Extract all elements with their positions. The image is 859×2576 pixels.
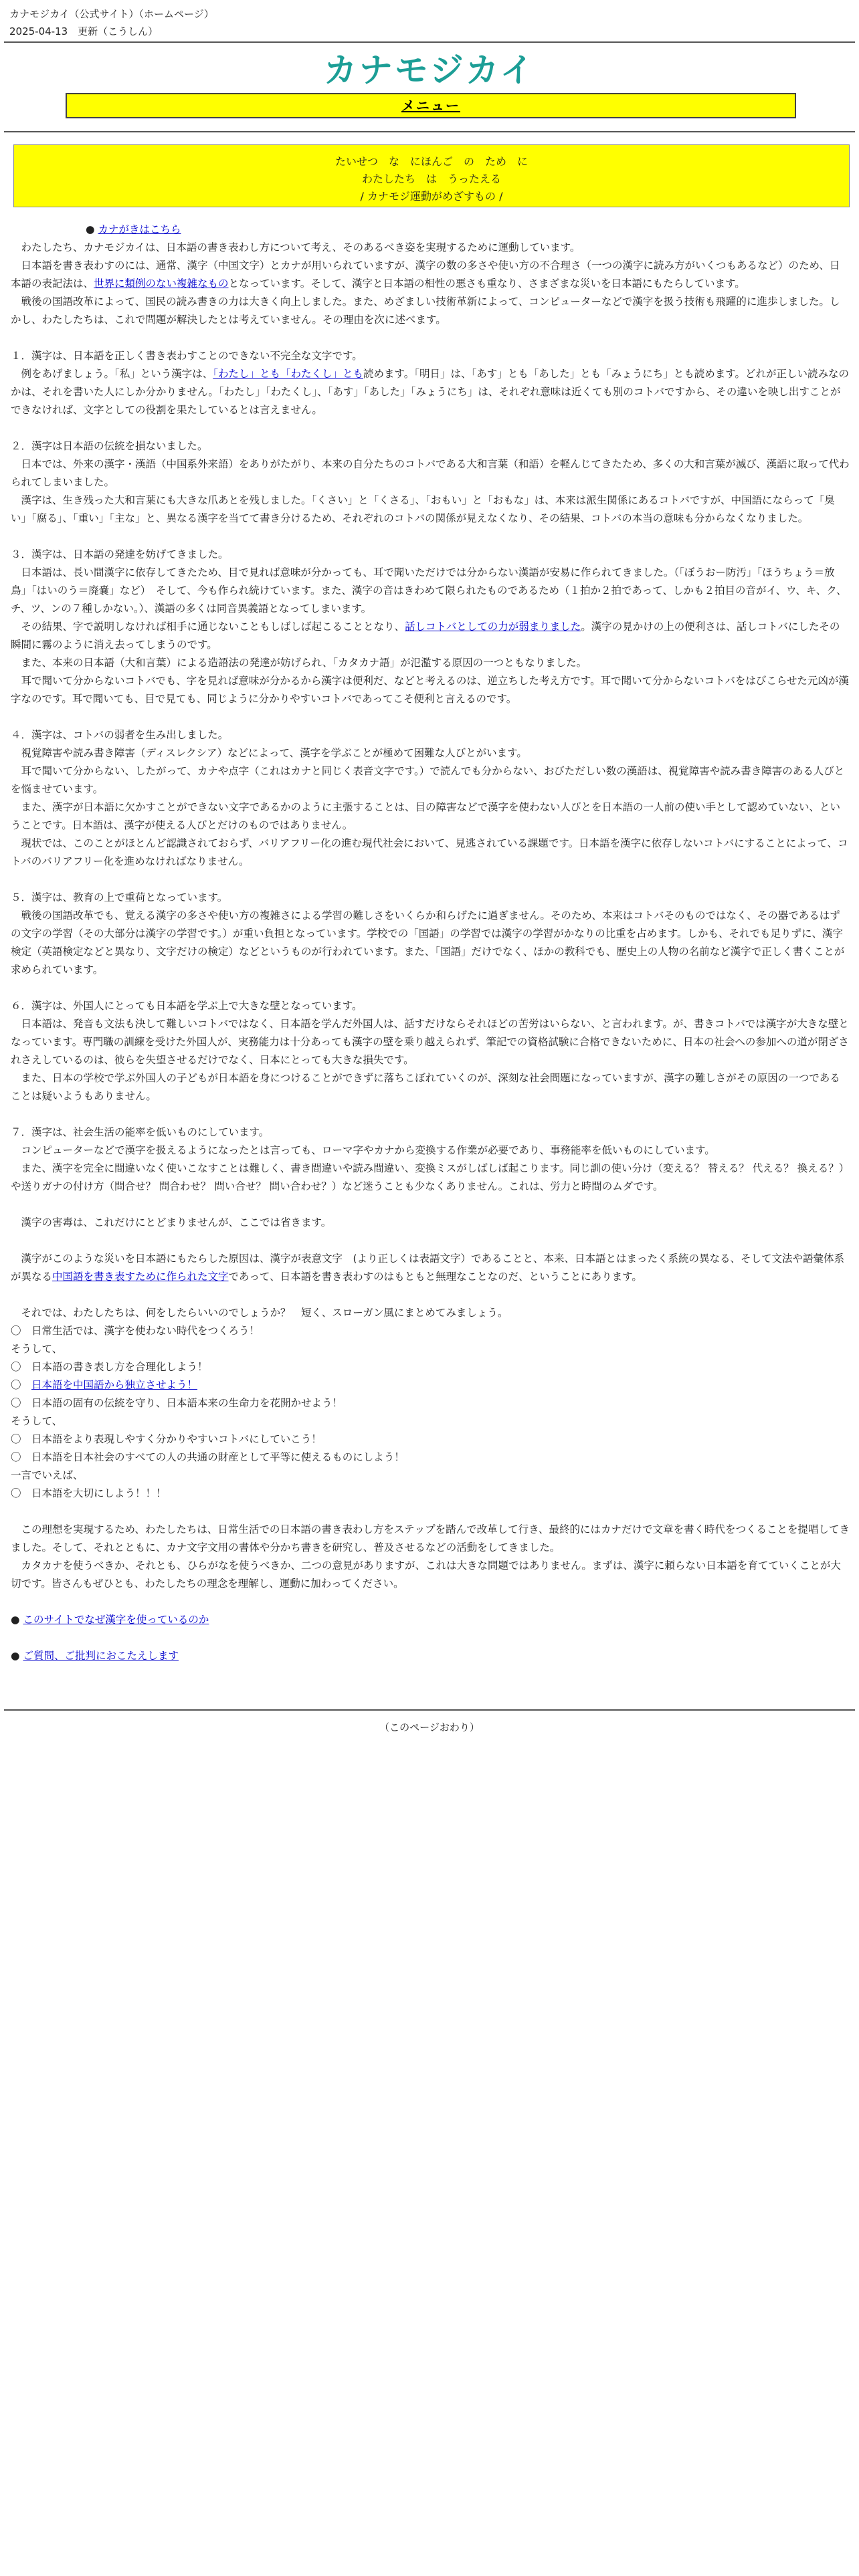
cause-paragraph (11, 1250, 850, 1286)
text-span: 例をあげましょう。「私」という漢字は、 (11, 368, 213, 380)
goal-item (11, 1376, 850, 1394)
page-end-text: （このページおわり） (379, 1721, 480, 1733)
slogan-line-3: / カナモジ運動がめざすもの / (360, 190, 503, 203)
section-7-title: ７．漢字は、社会生活の能率を低いものにしています。 (11, 1126, 270, 1138)
intro-paragraph-2 (11, 257, 850, 293)
section-6-body-a: 日本語は、発音も文法も決して難しいコトバではなく、日本語を学んだ外国人は、話すだけならそれほどの苦労はいらない、と言われます。が、書きコトバでは漢字が大きな壁となっています。専門職の訓練を受けた外国人が、実務能力は十分あっても漢字の壁を乗り越えられず、筆記での資格試験に合格できないために、日本の社会への参加への道が閉ざされさえしているのは、彼らを失望させるだけでなく、日本にとっても大きな損失です。 (11, 1018, 849, 1066)
final-paragraph-b: カタカナを使うべきか、それとも、ひらがなを使うべきか、二つの意見がありますが、これは大きな問題ではありません。まずは、漢字に頼らない日本語を育てていくことが大切です。皆さんもぜひとも、わたしたちの理念を理解し、運動に加わってください。 (11, 1560, 841, 1590)
final-paragraph-a: この理想を実現するため、わたしたちは、日常生活での日本語の書き表わし方をステップを踏んで改革して行き、最終的にはカナだけで文章を書く時代をつくることを提唱してきました。そして、それとともに、カナ文字文用の書体や分かち書きを研究し、普及させるなどの活動をしてきました。 (11, 1523, 850, 1553)
intro-paragraph-3: 戦後の国語改革によって、国民の読み書きの力は大きく向上しました。また、めざましい技術革新によって、コンピューターなどで漢字を扱う技術も飛躍的に進歩しました。しかし、わたしたちは、これで問題が解決したとは考えていません。その理由を次に述べます。 (11, 296, 840, 326)
watashi-watakushi-link[interactable]: 「わたし」とも「わたくし」とも (213, 368, 364, 380)
section-3-body-e: 耳で聞いて分からないコトバでも、字を見れば意味が分かるから漢字は便利だ、などと考えるのは、逆立ちした考え方です。耳で聞いて分からないコトバをはびこらせた元凶が漢字なのです。耳で聞いても、目で見ても、同じように分かりやすいコトバであってこそ便利と言えるのです。 (11, 675, 849, 705)
update-date-line: 2025-04-13 更新（こうしん） (9, 25, 159, 37)
section-5-body-a: 戦後の国語改革でも、覚える漢字の多さや使い方の複雑さによる学習の難しさをいくらか和らげたに過ぎません。そのため、本来はコトバそのものではなく、その器であるはずの文字の学習（その大部分は漢字の学習です。）が重い負担となっています。学校での「国語」の学習では漢字の学習がかなりの比重を占めます。しかも、それでも足りずに、漢字検定（英語検定などと異なり、文字だけの検定）などというものが行われています。また、「国語」だけでなく、ほかの教科でも、歴史上の人物の名前など漢字で正しく書くことが求められています。 (11, 909, 845, 976)
why-kanji-row (11, 1611, 850, 1629)
main-content (11, 221, 850, 1665)
text-span: であって、日本語を書き表わすのはもともと無理なことなのだ、ということにあります。 (228, 1271, 642, 1283)
goal-item: 〇 日本語をより表現しやすく分かりやすいコトバにしていこう！ (11, 1433, 322, 1445)
section-6-title: ６．漢字は、外国人にとっても日本語を学ぶ上で大きな壁となっています。 (11, 1000, 363, 1012)
section-2-body-b: 漢字は、生き残った大和言葉にも大きな爪あとを残しました。「くさい」と「くさる」、「おもい」と「おもな」は、本来は派生関係にあるコトバですが、中国語にならって「臭い」「腐る」、「重い」「主な」と、異なる漢字を当てて書き分けるため、それぞれのコトバの関係が見えなくなり、その結果、コトバの本当の意味も分からなくなりました。 (11, 494, 835, 524)
goal-item: 〇 日本語を日本社会のすべての人の共通の財産として平等に使えるものにしよう！ (11, 1451, 405, 1463)
slogan-intro-paragraph: それでは、わたしたちは、何をしたらいいのでしょうか？ 短く、スローガン風にまとめてみましょう。 (11, 1307, 508, 1319)
site-title-line: カナモジカイ（公式サイト）（ホームページ） (9, 8, 214, 20)
section-7-body-a: コンピューターなどで漢字を扱えるようになったとは言っても、ローマ字やカナから変換する作業が必要であり、事務能率を低いものにしています。 (11, 1144, 715, 1156)
bullet-icon: ● (11, 1650, 20, 1662)
connector-text: そうして、 (11, 1343, 63, 1355)
logo-text: カナモジカイ (323, 51, 536, 90)
harm-summary-paragraph: 漢字の害毒は、これだけにとどまりませんが、ここでは省きます。 (11, 1216, 332, 1228)
section-2-title: ２．漢字は日本語の伝統を損ないました。 (11, 440, 208, 452)
text-span: となっています。そして、漢字と日本語の相性の悪さも重なり、さまざまな災いを日本語にもたらしています。 (228, 278, 745, 290)
questions-link[interactable]: ご質問、ご批判におこたえします (23, 1650, 179, 1662)
text-span: 読めます。「明日」は、「あす」とも「あした」とも「みょうにち」とも読めます。どれが正しい読みなのかは、それを書いた人にしか分かりません。「わたし」「わたくし」、「あす」「あした」「みょうにち」は、それぞれ意味は近くても別のコトバですから、その違いを映し出すことができなければ、文字としての役割を果たしているとは言えません。 (11, 368, 850, 416)
text-span: 。漢字の見かけの上の便利さは、話しコトバにしたその瞬間に霧のように消え去ってしまうのです。 (11, 621, 840, 651)
kana-version-link[interactable]: カナがきはこちら (98, 223, 181, 235)
menu-button[interactable]: メニュー (66, 93, 796, 118)
section-4-body-d: 現状では、このことがほとんど認識されておらず、バリアフリー化の進む現代社会において、見逃されている課題です。日本語を漢字に依存しないコトバにすることによって、コトバのバリアフリー化を進めなければなりません。 (11, 837, 848, 867)
site-header (9, 5, 214, 40)
questions-row (11, 1647, 850, 1665)
section-4-body-c: また、漢字が日本語に欠かすことができない文字であるかのように主張することは、目の障害などで漢字を使わない人びとを日本語の一人前の使い手として認めていない、ということです。日本語は、漢字が使える人びとだけのものではありません。 (11, 801, 841, 831)
section-6-body-b: また、日本の学校で学ぶ外国人の子どもが日本語を身につけることができずに落ちこぼれていくのが、深刻な社会問題になっていますが、漢字の難しさがその原因の一つであることは疑いようもありません。 (11, 1072, 840, 1102)
spoken-language-link[interactable]: 話しコトバとしての力が弱まりました (405, 621, 581, 633)
section-4-body-b: 耳で聞いて分からない、したがって、カナや点字（これはカナと同じく表音文字です。）で読んでも分からない、おびただしい数の漢語は、視覚障害や読み書き障害のある人びとを悩ませています。 (11, 765, 845, 795)
bullet-icon: ● (11, 1614, 20, 1626)
section-4-body-a: 視覚障害や読み書き障害（ディスレクシア）などによって、漢字を学ぶことが極めて困難な人びとがいます。 (11, 747, 527, 759)
goal-item: 〇 日本語の書き表し方を合理化しよう！ (11, 1361, 208, 1373)
text-span: その結果、字で説明しなければ相手に通じないこともしばしば起こることとなり、 (11, 621, 405, 633)
header-divider (4, 41, 855, 43)
bullet-icon: ● (86, 223, 95, 235)
section-3-body-d: また、本来の日本語（大和言葉）による造語法の発達が妨げられ、「カタカナ語」が氾濫する原因の一つともなりました。 (11, 657, 587, 669)
goal-item: 〇 日本語の固有の伝統を守り、日本語本来の生命力を花開かせよう！ (11, 1397, 343, 1409)
slogan-line-2: わたしたち は うったえる (361, 173, 501, 185)
section-4-title: ４．漢字は、コトバの弱者を生み出しました。 (11, 729, 229, 741)
complex-writing-link[interactable]: 世界に類例のない複雑なもの (94, 278, 229, 290)
section-1-title: １．漢字は、日本語を正しく書き表わすことのできない不完全な文字です。 (11, 350, 363, 362)
goal-item: 〇 日常生活では、漢字を使わない時代をつくろう！ (11, 1325, 260, 1337)
text-span: 〇 (11, 1379, 32, 1391)
slogan-line-1: たいせつ な にほんご の ため に (335, 155, 528, 168)
section-1-body (11, 365, 850, 419)
intro-paragraph-1: わたしたち、カナモジカイは、日本語の書き表わし方について考え、そのあるべき姿を実現するために運動しています。 (11, 241, 581, 253)
menu-divider (4, 131, 855, 132)
chinese-script-link[interactable]: 中国語を書き表すために作られた文字 (52, 1271, 229, 1283)
why-kanji-link[interactable]: このサイトでなぜ漢字を使っているのか (23, 1614, 209, 1626)
kana-version-row (11, 221, 850, 239)
connector-text: そうして、 (11, 1415, 63, 1427)
section-5-title: ５．漢字は、教育の上で重荷となっています。 (11, 891, 228, 903)
section-3-title: ３．漢字は、日本語の発達を妨げてきました。 (11, 548, 229, 560)
section-2-body-a: 日本では、外来の漢字・漢語（中国系外来語）をありがたがり、本来の自分たちのコトバである大和言葉（和語）を軽んじてきたため、多くの大和言葉が滅び、漢語に取って代わられてしまいました。 (11, 458, 850, 488)
section-3-body-b (11, 618, 850, 654)
text-span: 日本語を書き表わすのには、通常、漢字（中国文字）とカナが用いられていますが、漢字の数の多さや使い方の不合理さ（一つの漢字に読み方がいくつもあるなど）のため、日本語の表記法は、 (11, 259, 840, 290)
connector-text: 一言でいえば、 (11, 1469, 84, 1481)
site-logo[interactable] (0, 51, 859, 90)
text-span: 漢字がこのような災いを日本語にもたらした原因は、漢字が表意文字 (より正しくは表語文字）であることと、本来、日本語とはまったく系統の異なる、そして文法や語彙体系が異なる (11, 1253, 845, 1283)
independence-link[interactable]: 日本語を中国語から独立させよう！ (31, 1379, 198, 1391)
slogan-box (13, 144, 850, 207)
section-7-body-b: また、漢字を完全に間違いなく使いこなすことは難しく、書き間違いや読み間違い、変換ミスがしばしば起こります。同じ訓の使い分け（変える？ 替える？ 代える？ 換える？）や送りガナの付け方（問合せ？ 問合わせ？ 問い合せ？ 問い合わせ？）など迷うことも少なくありません。これは、労力と時間のムダです。 (11, 1162, 850, 1192)
goal-item: 〇 日本語を大切にしよう！！！ (11, 1487, 167, 1499)
section-3-body-a: 日本語は、長い間漢字に依存してきたため、目で見れば意味が分かっても、耳で聞いただけでは分からない漢語が安易に作られてきました。（「ぼうおー防汚」「ほうちょう＝放鳥」「はいのう＝廃嚢」など） そして、今も作られ続けています。また、漢字の音はきわめて限られたものであるため（１拍か２拍であって、しかも２拍目の音がイ、ウ、キ、ク、チ、ツ、ンの７種しかない。）、漢語の多くは同音異義語となってしまいます。 (11, 566, 847, 615)
footer-divider (4, 1709, 855, 1711)
